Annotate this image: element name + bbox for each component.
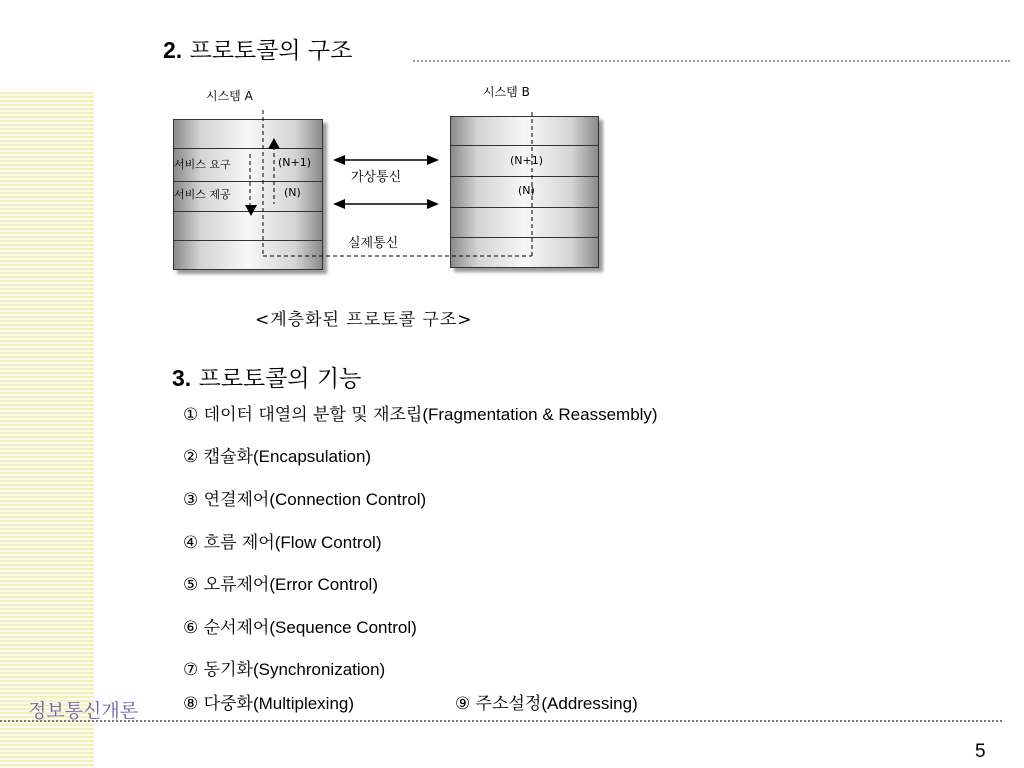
item-marker: ② [183,447,199,467]
section-2-number: 2. [163,37,183,63]
item-korean: 흐름 제어 [203,533,275,553]
system-b-n-plus-1-label: (N+1) [510,154,544,167]
service-request-label: 서비스 요구 [174,158,231,171]
item-english: (Fragmentation & Reassembly) [422,405,658,424]
up-arrow-icon [268,138,280,149]
item-marker: ⑥ [183,618,199,638]
page-number: 5 [975,741,986,762]
item-marker: ⑧ [183,694,199,714]
item-korean: 동기화 [203,660,253,680]
item-marker: ⑦ [183,660,199,680]
section-2-title [163,32,352,65]
item-english: (Flow Control) [274,533,382,552]
item-english: (Addressing) [541,694,638,713]
section-2-heading: 프로토콜의 구조 [189,38,353,64]
diagram-caption: <계층화된 프로토콜 구조> [255,310,473,330]
right-arrow-icon [427,155,439,165]
system-b-label: 시스템 B [483,85,530,99]
course-title-footer: 정보통신개론 [28,700,139,722]
right-arrow-icon [427,199,439,209]
function-item [183,613,417,638]
item-marker: ③ [183,490,199,510]
item-marker: ⑨ [455,694,471,714]
item-english: (Connection Control) [269,490,427,509]
item-korean: 주소설정 [475,694,542,714]
service-provide-label: 서비스 제공 [174,188,231,201]
item-marker: ⑤ [183,575,199,595]
item-english: (Synchronization) [252,660,386,679]
item-english: (Encapsulation) [252,447,372,466]
system-a-label: 시스템 A [206,89,253,103]
section-3-title [172,360,361,393]
protocol-layer-diagram [160,74,610,289]
footer-divider [0,720,1002,722]
item-korean: 순서제어 [203,618,270,638]
item-korean: 오류제어 [203,575,270,595]
function-item [183,689,354,714]
system-a-n-plus-1-label: (N+1) [278,156,312,169]
item-korean: 데이터 대열의 분할 및 재조립 [203,405,423,425]
item-english: (Multiplexing) [252,694,355,713]
function-item [455,689,638,714]
function-item [183,570,378,595]
function-item [183,528,382,553]
system-a-n-label: (N) [284,186,301,199]
item-marker: ④ [183,533,199,553]
function-item [183,400,658,425]
function-item [183,442,371,467]
function-item [183,655,385,680]
item-english: (Sequence Control) [269,618,417,637]
item-english: (Error Control) [269,575,378,594]
left-arrow-icon [333,199,345,209]
section-3-heading: 프로토콜의 기능 [198,366,362,392]
left-arrow-icon [333,155,345,165]
item-korean: 캡슐화 [203,447,253,467]
item-korean: 연결제어 [203,490,270,510]
item-korean: 다중화 [203,694,253,714]
decorative-side-stripe [0,92,94,768]
item-marker: ① [183,405,199,425]
real-communication-label: 실제통신 [348,236,399,251]
virtual-communication-label: 가상통신 [349,166,403,185]
system-b-n-label: (N) [518,184,535,197]
down-arrow-icon [245,205,257,216]
function-item [183,485,426,510]
section-3-number: 3. [172,365,192,391]
